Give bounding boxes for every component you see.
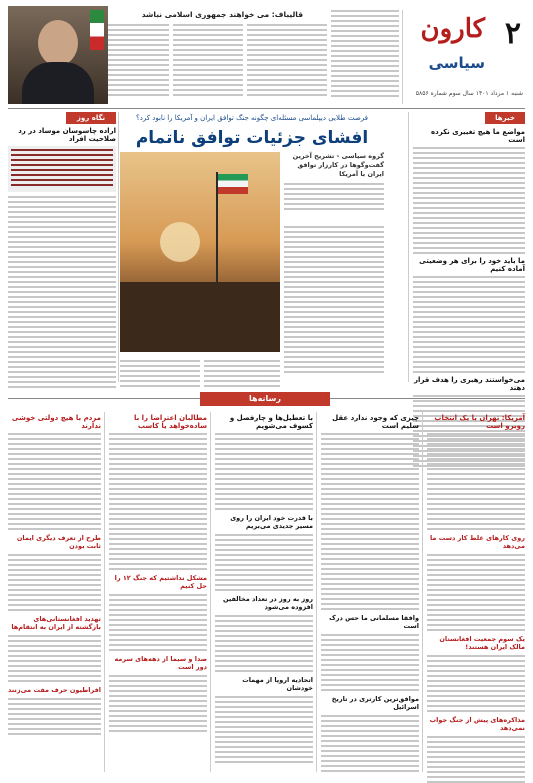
bottom-subheading: مذاکره‌های پیش از جنگ جواب نمی‌دهد: [429, 716, 525, 732]
column-rule: [408, 112, 409, 382]
bottom-column-title: چیزی که وجود ندارد عقل سلیم است: [332, 414, 419, 430]
column-rule: [422, 412, 423, 772]
iran-flag-icon: [218, 174, 248, 194]
news-item-title: مواضع ما هیچ تغییری نکرده است: [431, 128, 525, 144]
view-title: اراده چاسوسان موساد در رد صلاحیت افراد: [18, 127, 116, 143]
lead-text-column-1: [284, 226, 384, 376]
bottom-subheading: روی کارهای غلط کار دست ما می‌دهد: [429, 534, 525, 550]
top-band: [8, 6, 525, 104]
top-text-column-3: [173, 24, 243, 99]
section-name: سیاسی: [428, 54, 485, 72]
view-label: نگاه روز: [66, 112, 116, 124]
top-headline: قالیباف: می خواهند جمهوری اسلامی نباشد: [141, 10, 303, 19]
bottom-subheading: اتحادیه اروپا از مهمات خودشان: [242, 676, 313, 692]
top-divider: [8, 108, 525, 109]
column-rule: [316, 412, 317, 772]
bottom-column-5: [8, 412, 101, 772]
news-item-title: ما باید خود را برای هر وضعیتی آماده کنیم: [419, 257, 525, 273]
issue-line: شنبه ۱ مرداد ۱۴۰۱ سال سوم شماره ۵۸۵۶: [415, 90, 523, 97]
bottom-column-title: مردم با هیچ دولتی خوشی ندارند: [11, 414, 101, 430]
lead-quote: گروه سیاسی - تشریح آخرین گفت‌وگوها در کارزار توافق ایران با آمریکا: [292, 152, 384, 178]
bottom-column-title: با تعطیل‌ها و چارفصل و کسوف می‌شویم: [229, 414, 313, 430]
bottom-subheading: مشکل نداشتیم که جنگ ۱۲ را حل کنیم: [114, 574, 207, 590]
iran-flag-icon: [90, 10, 104, 50]
lead-headline: افشای جزئیات توافق ناتمام: [135, 128, 369, 148]
bottom-subheading: با قدرت خود ایران را روی مسیر جدیدی می‌بریم: [230, 514, 313, 530]
lead-text-column-2: [120, 360, 200, 390]
lead-quote-box: [284, 152, 384, 222]
news-item-title: می‌خواستند رهبری را هدف قرار دهند: [414, 376, 525, 392]
top-text-column-1: [331, 10, 399, 100]
bottom-subheading: روز به روز در تعداد مخالفین افزوده می‌شود: [222, 595, 313, 611]
bottom-column-4: [109, 412, 207, 772]
top-text-column-2: [247, 24, 327, 99]
bottom-subheading: تهدید افغانستانی‌های بازگشته از ایران به انتقام‌ها: [11, 615, 101, 631]
bottom-subheading: طرح از تعرف دیگری ایمان ثابت بودن: [16, 534, 101, 550]
speaker-photo: [8, 6, 108, 104]
bottom-subheading: موافق‌ترین کارتری در تاریخ اسرائیل: [331, 695, 419, 711]
column-rule: [118, 112, 119, 382]
view-column: [8, 112, 116, 382]
lead-text-column-3: [204, 360, 280, 390]
masthead: [407, 6, 525, 104]
lead-kicker: فرصت طلایی دیپلماسی مسئله‌ای چگونه جنگ توافق ایران و آمریکا را نابود کرد؟: [136, 114, 368, 122]
bottom-subheading: صدا و سیما از دهه‌های سرمه دور است: [114, 655, 207, 671]
news-column: [413, 112, 525, 392]
bottom-subheading: افراطیون حرف مفت می‌زنند: [8, 686, 101, 694]
newspaper-logo: کارون: [420, 14, 485, 44]
bottom-column-3: [215, 412, 313, 772]
page-number: ۲: [504, 17, 521, 50]
bottom-column-2: [321, 412, 419, 772]
news-label: خبرها: [485, 112, 525, 124]
bottom-column-1: [427, 412, 525, 772]
view-summary-box: [8, 146, 116, 192]
bottom-column-title: مطالبان اعتراضا را با ساده‌خواهد یا کاسب: [133, 414, 207, 430]
top-text-column-4: [107, 24, 169, 99]
column-rule: [104, 412, 105, 772]
media-band-label: رسانه‌ها: [200, 392, 330, 406]
column-rule: [402, 10, 403, 104]
bottom-column-title: آمریکا: تهران با یک انتخاب روبرو است: [434, 414, 525, 430]
bottom-subheading: یک سوم جمعیت افغانستان مالک ایران هستند!: [439, 635, 525, 651]
bottom-subheading: وافقا مسلمانی ما حس درک است: [329, 614, 419, 630]
column-rule: [210, 412, 211, 772]
tehran-photo: [120, 152, 280, 352]
